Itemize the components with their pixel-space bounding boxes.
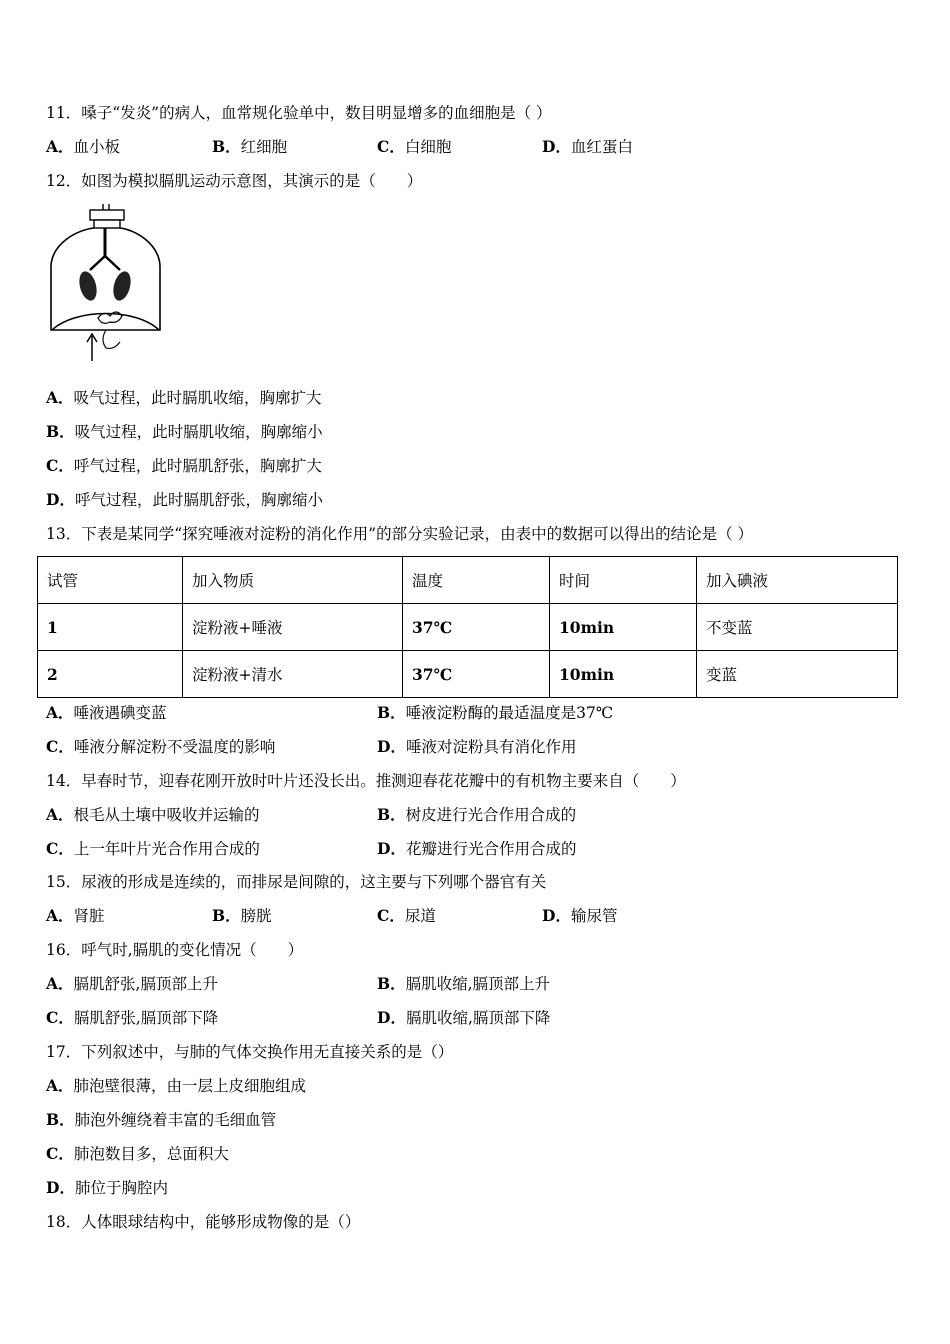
table-header-cell: 试管 xyxy=(38,557,183,604)
option-label: C． xyxy=(46,456,74,475)
q12-option-b[interactable] xyxy=(46,422,323,442)
option-text: 膈肌收缩,膈顶部下降 xyxy=(405,1009,551,1027)
option-text: 膈肌舒张,膈顶部上升 xyxy=(73,975,218,993)
option-text: 血红蛋白 xyxy=(570,138,633,156)
option-label: C． xyxy=(377,137,405,156)
option-text: 血小板 xyxy=(73,138,121,156)
option-label: D． xyxy=(46,1178,75,1197)
option-text: 肺泡外缠绕着丰富的毛细血管 xyxy=(74,1111,277,1129)
option-text: 肺泡壁很薄，由一层上皮细胞组成 xyxy=(73,1077,307,1095)
table-cell: 37℃ xyxy=(403,604,550,651)
option-label: C． xyxy=(46,1144,74,1163)
option-text: 肾脏 xyxy=(73,907,105,925)
option-label: B． xyxy=(212,906,241,925)
option-label: D． xyxy=(377,737,406,756)
q11-stem: 11．嗓子“发炎”的病人，血常规化验单中，数目明显增多的血细胞是（ ） xyxy=(46,104,552,122)
option-text: 吸气过程，此时膈肌收缩，胸廓扩大 xyxy=(73,389,322,407)
q13-option-c[interactable] xyxy=(46,737,275,757)
table-cell: 变蓝 xyxy=(697,651,898,698)
option-text: 膈肌收缩,膈顶部上升 xyxy=(405,975,551,993)
option-text: 树皮进行光合作用合成的 xyxy=(405,806,577,824)
option-text: 唾液分解淀粉不受温度的影响 xyxy=(73,738,276,756)
option-text: 红细胞 xyxy=(240,138,288,156)
q11-option-b[interactable] xyxy=(212,137,287,157)
q12-stem: 12．如图为模拟膈肌运动示意图，其演示的是（ ） xyxy=(46,172,423,190)
q17-option-d[interactable] xyxy=(46,1178,168,1198)
option-text: 膀胱 xyxy=(240,907,272,925)
q18-stem: 18．人体眼球结构中，能够形成物像的是（） xyxy=(46,1213,361,1231)
option-text: 尿道 xyxy=(404,907,436,925)
option-label: B． xyxy=(377,805,406,824)
option-label: A． xyxy=(46,974,74,993)
option-label: A． xyxy=(46,388,74,407)
option-label: B． xyxy=(377,974,406,993)
option-label: C． xyxy=(377,906,405,925)
q15-option-a[interactable] xyxy=(46,906,105,926)
table-cell: 淀粉液+唾液 xyxy=(183,604,403,651)
table-cell: 10min xyxy=(550,651,697,698)
q16-stem: 16．呼气时,膈肌的变化情况（ ） xyxy=(46,941,304,959)
option-text: 唾液遇碘变蓝 xyxy=(73,704,167,722)
q13-option-d[interactable] xyxy=(377,737,576,757)
q15-option-c[interactable] xyxy=(377,906,436,926)
q17-option-c[interactable] xyxy=(46,1144,229,1164)
q17-option-a[interactable] xyxy=(46,1076,306,1096)
q17-option-b[interactable] xyxy=(46,1110,276,1130)
table-header-row xyxy=(38,557,898,604)
option-text: 花瓣进行光合作用合成的 xyxy=(405,840,577,858)
table-cell: 10min xyxy=(550,604,697,651)
q16-option-a[interactable] xyxy=(46,974,218,994)
option-label: D． xyxy=(542,906,571,925)
q13-option-b[interactable] xyxy=(377,703,613,723)
q11-option-a[interactable] xyxy=(46,137,120,157)
option-text: 根毛从土壤中吸收并运输的 xyxy=(73,806,260,824)
table-header-cell: 加入物质 xyxy=(183,557,403,604)
option-text: 膈肌舒张,膈顶部下降 xyxy=(73,1009,219,1027)
option-label: A． xyxy=(46,1076,74,1095)
option-label: B． xyxy=(212,137,241,156)
q15-stem: 15．尿液的形成是连续的，而排尿是间隙的，这主要与下列哪个器官有关 xyxy=(46,873,547,891)
option-text: 上一年叶片光合作用合成的 xyxy=(73,840,260,858)
q15-option-d[interactable] xyxy=(542,906,617,926)
q14-option-b[interactable] xyxy=(377,805,576,825)
q17-stem: 17．下列叙述中，与肺的气体交换作用无直接关系的是（） xyxy=(46,1043,454,1061)
table-header-cell: 加入碘液 xyxy=(697,557,898,604)
option-label: D． xyxy=(46,490,75,509)
table-cell: 37℃ xyxy=(403,651,550,698)
q16-option-c[interactable] xyxy=(46,1008,218,1028)
q15-option-b[interactable] xyxy=(212,906,272,926)
diaphragm-model-figure xyxy=(46,204,166,364)
q13-option-a[interactable] xyxy=(46,703,167,723)
table-header-cell: 时间 xyxy=(550,557,697,604)
table-cell: 淀粉液+清水 xyxy=(183,651,403,698)
q12-option-c[interactable] xyxy=(46,456,322,476)
table-header-cell: 温度 xyxy=(403,557,550,604)
table-row xyxy=(38,604,898,651)
option-label: A． xyxy=(46,906,74,925)
q14-option-c[interactable] xyxy=(46,839,260,859)
option-text: 唾液淀粉酶的最适温度是37℃ xyxy=(405,704,614,722)
table-row xyxy=(38,651,898,698)
option-label: D． xyxy=(377,839,406,858)
q11-option-c[interactable] xyxy=(377,137,451,157)
table-cell: 2 xyxy=(38,651,183,698)
q16-option-b[interactable] xyxy=(377,974,550,994)
option-label: C． xyxy=(46,1008,74,1027)
table-cell: 1 xyxy=(38,604,183,651)
q14-option-d[interactable] xyxy=(377,839,576,859)
option-text: 肺位于胸腔内 xyxy=(74,1179,168,1197)
option-label: A． xyxy=(46,703,74,722)
experiment-table xyxy=(37,556,898,698)
q11-option-d[interactable] xyxy=(542,137,633,157)
option-label: C． xyxy=(46,839,74,858)
option-text: 吸气过程，此时膈肌收缩，胸廓缩小 xyxy=(74,423,323,441)
option-label: C． xyxy=(46,737,74,756)
option-label: A． xyxy=(46,805,74,824)
option-label: D． xyxy=(377,1008,406,1027)
q13-stem: 13．下表是某同学“探究唾液对淀粉的消化作用”的部分实验记录，由表中的数据可以得出的结论是（ ） xyxy=(46,525,754,543)
option-label: A． xyxy=(46,137,74,156)
option-label: B． xyxy=(46,1110,75,1129)
option-label: B． xyxy=(46,422,75,441)
option-text: 呼气过程，此时膈肌舒张，胸廓缩小 xyxy=(74,491,323,509)
q12-option-a[interactable] xyxy=(46,388,322,408)
q16-option-d[interactable] xyxy=(377,1008,550,1028)
q14-option-a[interactable] xyxy=(46,805,260,825)
option-text: 输尿管 xyxy=(570,907,618,925)
q12-option-d[interactable] xyxy=(46,490,323,510)
option-label: B． xyxy=(377,703,406,722)
table-cell: 不变蓝 xyxy=(697,604,898,651)
option-text: 肺泡数目多，总面积大 xyxy=(73,1145,229,1163)
option-label: D． xyxy=(542,137,571,156)
option-text: 唾液对淀粉具有消化作用 xyxy=(405,738,577,756)
option-text: 白细胞 xyxy=(404,138,452,156)
option-text: 呼气过程，此时膈肌舒张，胸廓扩大 xyxy=(73,457,322,475)
q14-stem: 14．早春时节，迎春花刚开放时叶片还没长出。推测迎春花花瓣中的有机物主要来自（ ） xyxy=(46,772,686,790)
